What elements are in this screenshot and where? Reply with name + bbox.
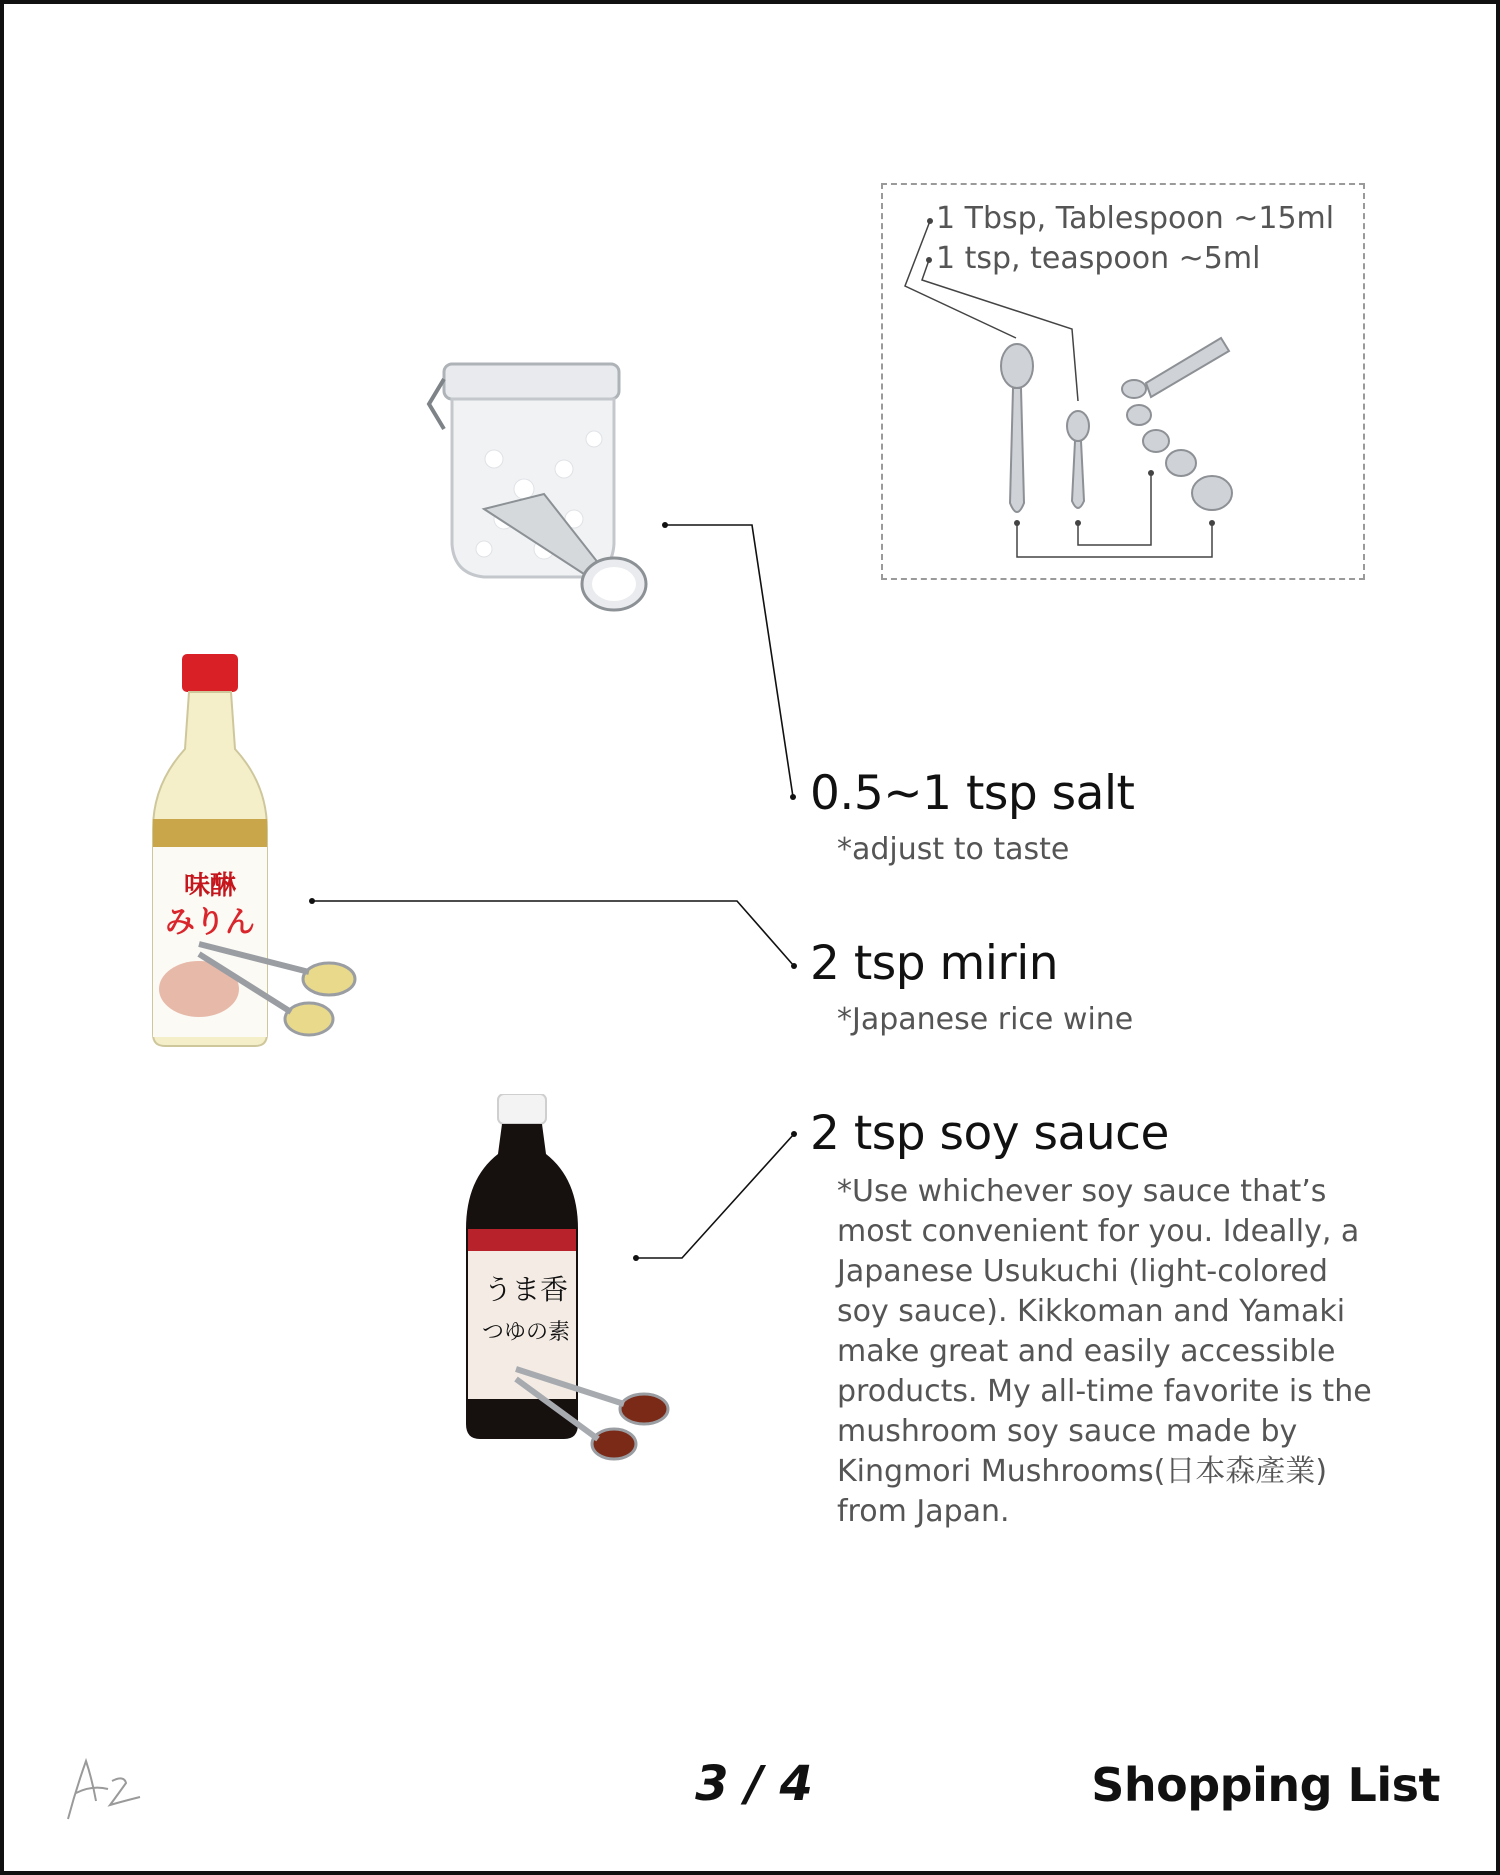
page-number: 3 / 4 <box>695 1756 813 1812</box>
mirin-item-note: *Japanese rice wine <box>837 1002 1134 1037</box>
soy-note-line: Japanese Usukuchi (light-colored <box>837 1254 1328 1289</box>
measuring-spoons-illustration <box>881 183 1365 580</box>
soy-sauce-item-note <box>837 1172 1437 1532</box>
section-title: Shopping List <box>1091 1758 1440 1812</box>
svg-text:つゆの素: つゆの素 <box>481 1320 571 1345</box>
mirin-bottle-image <box>139 654 369 1054</box>
soy-sauce-item-title: 2 tsp soy sauce <box>810 1106 1169 1161</box>
svg-text:味醂: 味醂 <box>183 871 237 901</box>
salt-connector-line <box>665 525 793 797</box>
salt-item-title: 0.5~1 tsp salt <box>810 766 1135 821</box>
soy-note-line: soy sauce). Kikkoman and Yamaki <box>837 1294 1346 1329</box>
soy-note-line: most convenient for you. Ideally, a <box>837 1214 1360 1249</box>
tablespoon-label: 1 Tbsp, Tablespoon ~15ml <box>936 201 1335 236</box>
mirin-item-title: 2 tsp mirin <box>810 936 1059 991</box>
author-signature <box>62 1749 152 1824</box>
salt-item-note: *adjust to taste <box>837 832 1070 867</box>
teaspoon-label: 1 tsp, teaspoon ~5ml <box>936 241 1261 276</box>
soy-note-line: make great and easily accessible <box>837 1334 1336 1369</box>
soy-note-line: products. My all-time favorite is the <box>837 1374 1372 1409</box>
svg-text:うま香: うま香 <box>483 1273 569 1306</box>
soy-note-line: mushroom soy sauce made by <box>837 1414 1298 1449</box>
soy-note-line: Kingmori Mushrooms(日本森產業) <box>837 1454 1328 1489</box>
soy-note-line: *Use whichever soy sauce that’s <box>837 1174 1327 1209</box>
soy-note-line: from Japan. <box>837 1494 1010 1529</box>
soy-sauce-bottle-image <box>466 1094 681 1474</box>
mirin-connector-line <box>312 901 794 966</box>
salt-jar-image <box>424 359 664 619</box>
svg-text:みりん: みりん <box>165 905 255 940</box>
